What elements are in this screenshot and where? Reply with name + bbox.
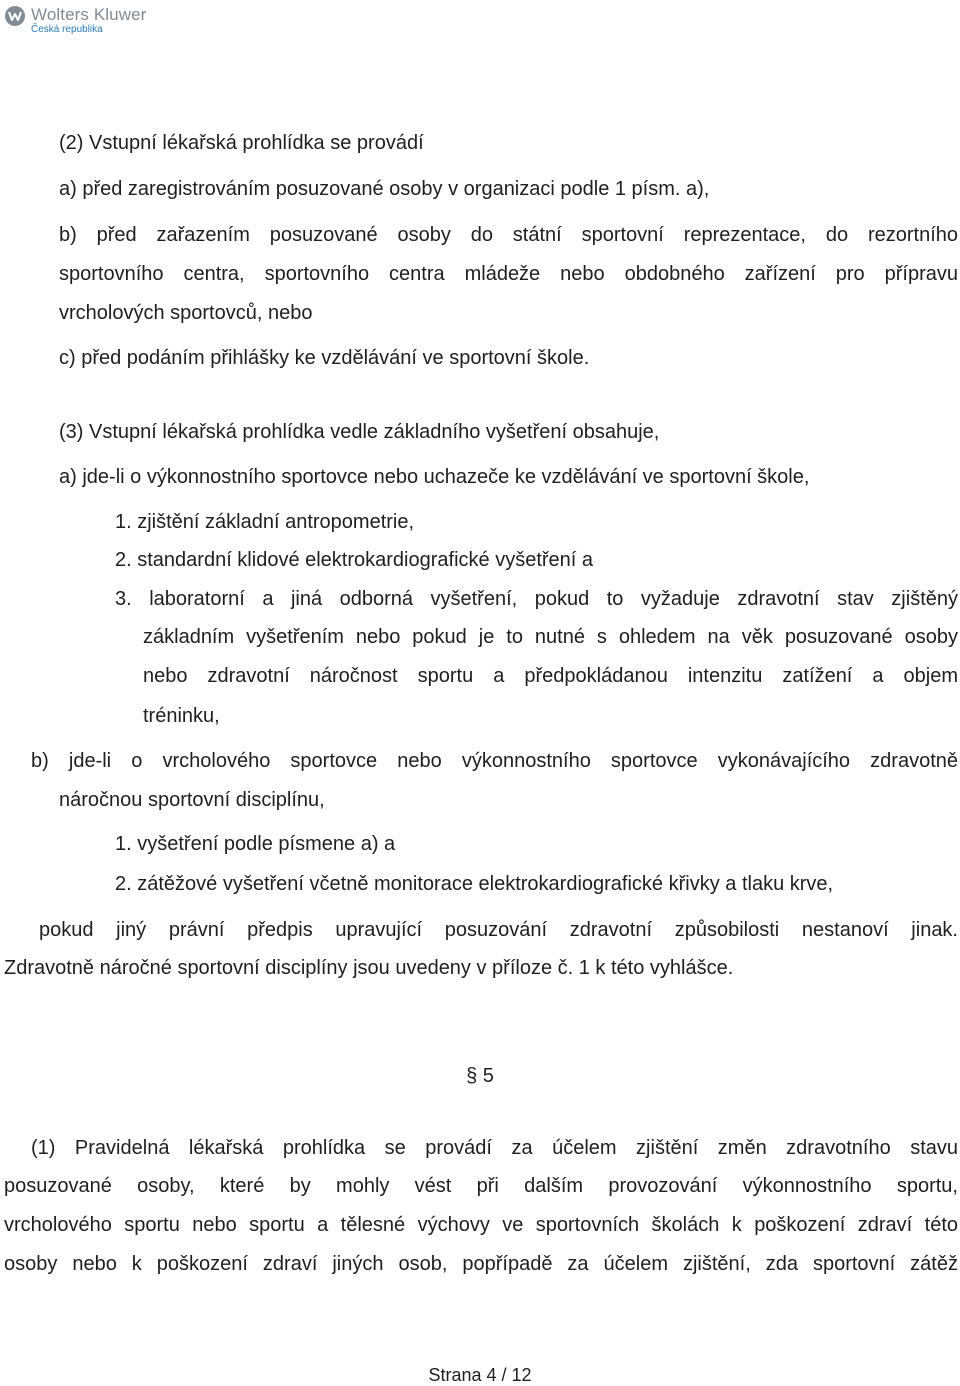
brand-name: Wolters Kluwer — [31, 5, 147, 24]
item-3a: a) jde-li o výkonnostního sportovce nebo uchazeče ke vzdělávání ve sportovní škole, — [59, 466, 810, 488]
item-3b-2: 2. zátěžové vyšetření včetně monitorace elektrokardiografické křivky a tlaku krve, — [115, 873, 834, 895]
publisher-logo — [4, 2, 146, 36]
item-3a-3-line3: nebo zdravotní náročnost sportu a předpokládanou intenzitu zatížení a objem — [143, 665, 958, 687]
closing-line1: pokud jiný právní předpis upravující posuzování zdravotní způsobilosti nestanoví jinak. — [39, 919, 958, 941]
paragraph-3-heading: (3) Vstupní lékařská prohlídka vedle základního vyšetření obsahuje, — [59, 421, 660, 443]
item-3a-3-line1: 3. laboratorní a jiná odborná vyšetření, pokud to vyžaduje zdravotní stav zjištěný — [115, 588, 958, 610]
brand-subtitle: Česká republika — [31, 24, 103, 35]
item-2b-line1: b) před zařazením posuzované osoby do státní sportovní reprezentace, do rezortního — [59, 224, 958, 246]
item-3a-1: 1. zjištění základní antropometrie, — [115, 511, 415, 533]
closing-line2: Zdravotně náročné sportovní disciplíny jsou uvedeny v příloze č. 1 k této vyhlášce. — [4, 957, 734, 979]
s5-paragraph-1-line4: osoby nebo k poškození zdraví jiných osob, popřípadě za účelem zjištění, zda sportovní zátěž — [4, 1253, 958, 1275]
section-heading — [0, 1064, 960, 1088]
item-3b-1: 1. vyšetření podle písmene a) a — [115, 833, 396, 855]
item-2b-line3: vrcholových sportovců, nebo — [59, 302, 313, 324]
s5-paragraph-1-line3: vrcholového sportu nebo sportu a tělesné výchovy ve sportovních školách k poškození zdraví této — [4, 1214, 958, 1236]
item-2c: c) před podáním přihlášky ke vzdělávání ve sportovní škole. — [59, 347, 590, 369]
s5-paragraph-1-line1: (1) Pravidelná lékařská prohlídka se provádí za účelem zjištění změn zdravotního stavu — [31, 1137, 958, 1159]
s5-paragraph-1-line2: posuzované osoby, které by mohly vést při dalším provozování výkonnostního sportu, — [4, 1175, 958, 1197]
item-3b-line1: b) jde-li o vrcholového sportovce nebo výkonnostního sportovce vykonávajícího zdravotně — [31, 750, 958, 772]
item-2a: a) před zaregistrováním posuzované osoby v organizaci podle 1 písm. a), — [59, 178, 710, 200]
paragraph-2-heading: (2) Vstupní lékařská prohlídka se provádí — [59, 132, 424, 154]
section-sign: § — [466, 1065, 478, 1087]
item-3a-3-line2: základním vyšetřením nebo pokud je to nutné s ohledem na věk posuzované osoby — [143, 626, 958, 648]
page-number: Strana 4 / 12 — [428, 1365, 532, 1385]
item-3a-3-line4: tréninku, — [143, 705, 220, 727]
item-3b-line2: náročnou sportovní disciplínu, — [59, 789, 325, 811]
item-3a-2: 2. standardní klidové elektrokardiografické vyšetření a — [115, 549, 594, 571]
wolters-kluwer-logo-icon — [4, 5, 26, 27]
section-number: 5 — [482, 1065, 494, 1087]
item-2b-line2: sportovního centra, sportovního centra mládeže nebo obdobného zařízení pro přípravu — [59, 263, 958, 285]
